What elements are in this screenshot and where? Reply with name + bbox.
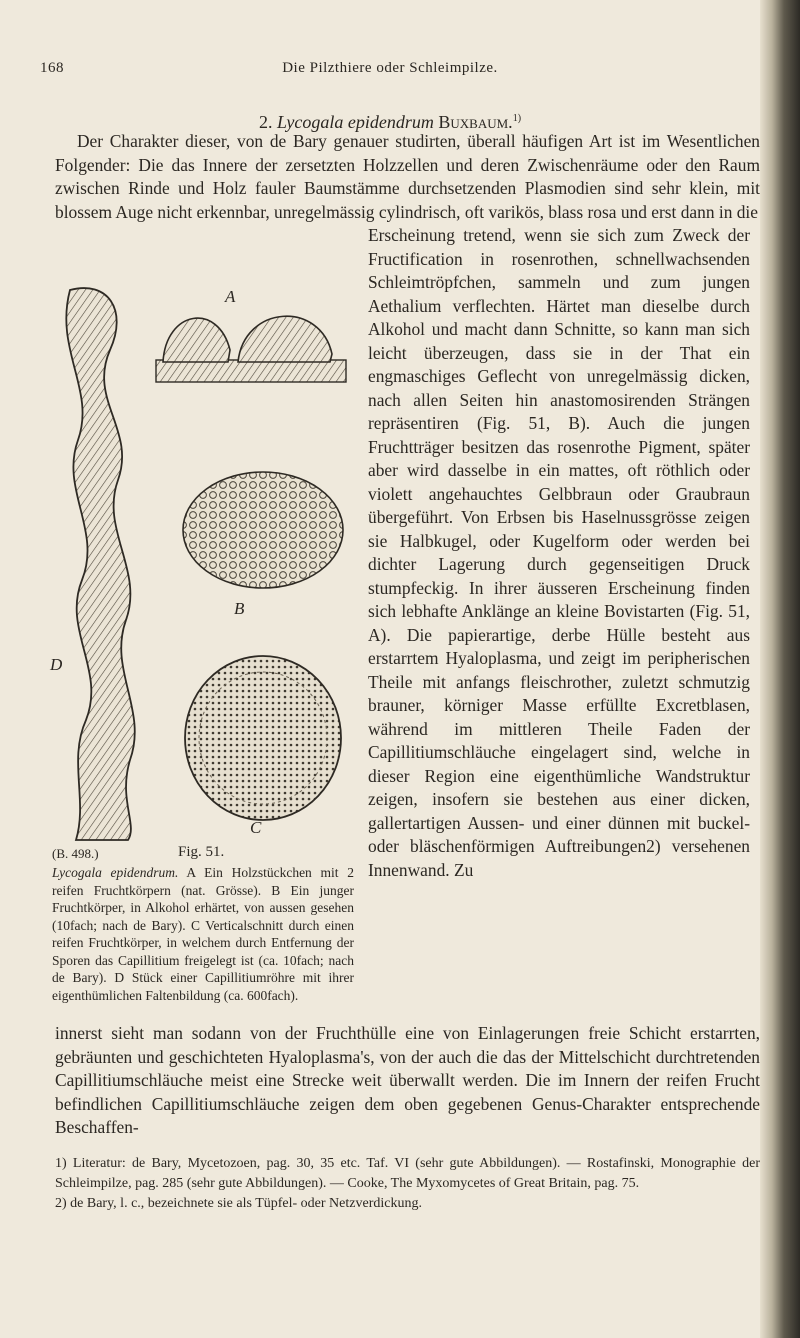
body-text-bottom bbox=[55, 1022, 760, 1140]
footnote-2: 2) de Bary, l. c., bezeichnete sie als Tüpfel- oder Netzverdickung. bbox=[55, 1196, 422, 1211]
running-title: Die Pilzthiere oder Schleimpilze. bbox=[282, 60, 498, 76]
figure-label-b: B bbox=[234, 599, 245, 618]
figure-51-illustration bbox=[48, 280, 358, 850]
young-fruiting-body-b bbox=[183, 472, 343, 588]
species-name: Lycogala epidendrum bbox=[276, 112, 434, 132]
paragraph-bottom: innerst sieht man sodann von der Fruchthülle eine von Einlagerungen freie Schicht erstarrten, gebräunten und geschichteten Hyaloplasma's, von der auch die das der Mittelschicht durchtretenden Capillitiumschläuche meist eine Strecke weit überwallt werden. Die im Innern der reifen Frucht befindlichen Capillitiumschläuche zeigen dem oben gegebenen Genus-Charakter entsprechende Beschaffen- bbox=[55, 1023, 760, 1137]
figure-number: Fig. 51. bbox=[178, 844, 225, 860]
page-number: 168 bbox=[40, 60, 64, 76]
section-number: 2. bbox=[258, 112, 273, 132]
vertical-section-c bbox=[185, 656, 341, 820]
binding-edge bbox=[760, 0, 800, 1338]
running-header bbox=[40, 60, 740, 90]
body-text-top bbox=[55, 130, 760, 224]
paragraph-intro: Der Charakter dieser, von de Bary genauer studirten, überall häufigen Art ist im Wesentlichen Folgender: Die das Innere der zersetzten Holzzellen und deren Zwischenräume oder den Raum zwischen Rinde und Holz fauler Baumstämme durchsetzenden Plasmodien sind sehr klein, mit blossem Auge nicht erkennbar, unregelmässig cylindrisch, oft varikös, blass rosa und erst dann in die bbox=[55, 131, 760, 222]
fruiting-bodies-a bbox=[156, 316, 346, 382]
figure-label-a: A bbox=[225, 287, 236, 306]
figure-caption bbox=[52, 864, 354, 1004]
figure-label-d: D bbox=[50, 655, 63, 674]
footnote-1: 1) Literatur: de Bary, Mycetozoen, pag. 30, 35 etc. Taf. VI (sehr gute Abbildungen). — Rostafinski, Monographie der Schleimpilze, pag. 285 (sehr gute Abbildungen). — Cooke, The Myxomycetes of Great Britain, pag. 75. bbox=[55, 1156, 760, 1191]
figure-source-ref: (B. 498.) bbox=[52, 846, 99, 861]
species-author: Buxbaum. bbox=[438, 112, 513, 132]
body-text-right-column bbox=[368, 224, 750, 882]
footnote-ref-1: 1) bbox=[512, 113, 522, 124]
paragraph-right-column: Erscheinung tretend, wenn sie sich zum Zweck der Fructification in rosenrothen, schnellwachsenden Schleimtröpfchen, sammeln und zum jungen Aethalium verflechten. Härtet man dieselbe durch Alkohol und macht dann Schnitte, so kann man sich leicht überzeugen, dass sie in der That ein engmaschiges Geflecht von unregelmässig dicken, nach allen Seiten hin anastomosirenden Strängen repräsentiren (Fig. 51, B). Auch die jungen Fruchtträger besitzen das rosenrothe Pigment, später aber wird dasselbe in ein mattes, oft röthlich oder violett angehauchtes Gelbbraun oder Graubraun übergeführt. Von Erbsen bis Haselnussgrösse zeigen sie Halbkugel, oder Kugelform oder werden bei dichter Lagerung durch gegenseitigen Druck stumpfeckig. In ihrer äusseren Erscheinung finden sich lebhafte Anklänge an kleine Bovistarten (Fig. 51, A). Die papierartige, derbe Hülle besteht aus erstarrtem Hyaloplasma, und zeigt im peripherischen Theile mit anfangs fleischrother, zuletzt schmutzig brauner, körniger Masse erfüllte Excretblasen, während im mittleren Theile Faden der Capillitiumschläuche eingelagert sind, welche in dieser Region eine eigenthümliche Wandstruktur zeigen, insofern sie bestehen aus einer dicken, gallertartigen Aussen- und einer dünnen mit buckel- oder bläschenförmigen Auftreibungen2) versehenen Innenwand. Zu bbox=[368, 225, 750, 880]
caption-text: A Ein Holzstückchen mit 2 reifen Fruchtkörpern (nat. Grösse). B Ein junger Fruchtkörper, in Alkohol erhärtet, von aussen gesehen (10fach; nach de Bary). C Verticalschnitt durch einen reifen Fruchtkörper, in welchem durch Entfernung der Sporen das Capillitium freigelegt ist (ca. 10fach; nach de Bary). D Stück einer Capillitiumröhre mit ihrer eigenthümlichen Faltenbildung (ca. 600fach). bbox=[52, 865, 354, 1003]
figure-label-c: C bbox=[250, 818, 262, 837]
footnotes bbox=[55, 1154, 760, 1214]
caption-species: Lycogala epidendrum. bbox=[52, 865, 179, 880]
capillitium-tube-d bbox=[66, 288, 134, 840]
